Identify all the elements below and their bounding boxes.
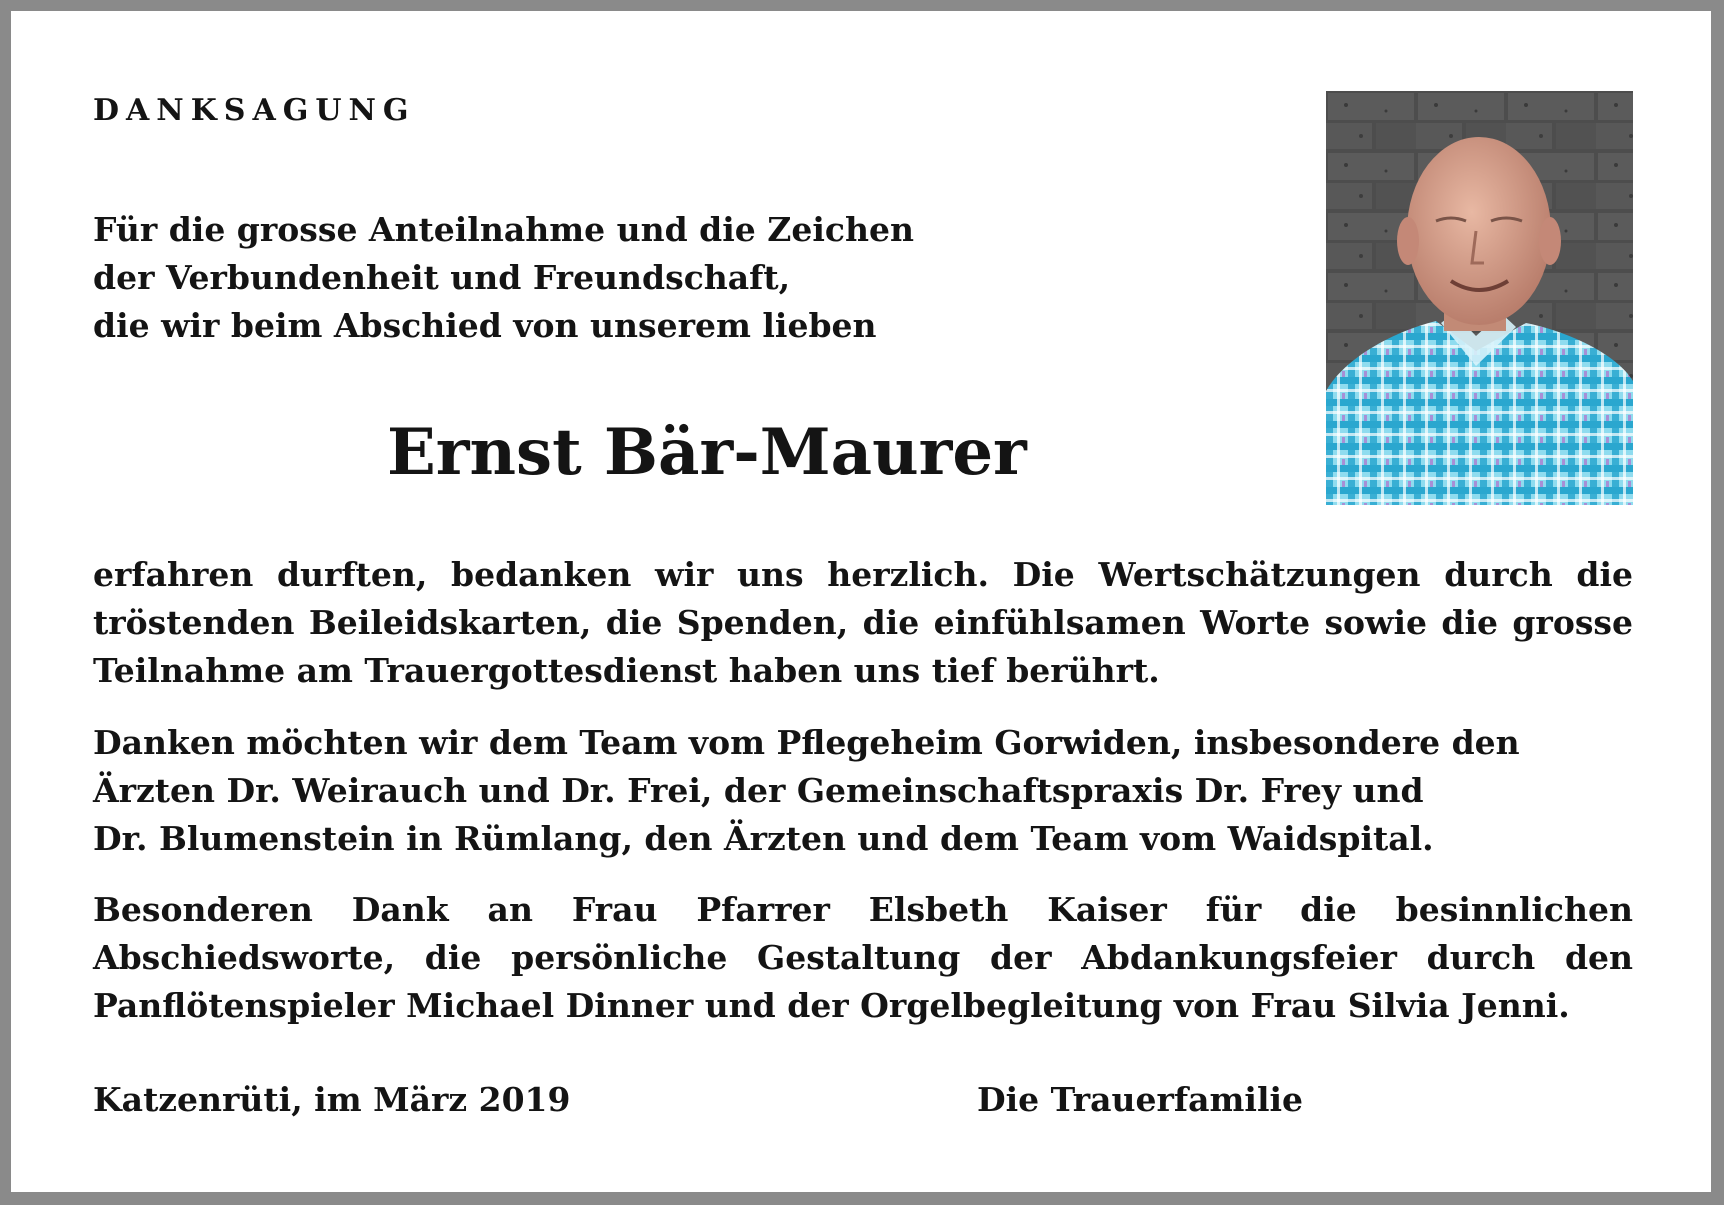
paragraph-service: Besonderen Dank an Frau Pfarrer Elsbeth Kaiser für die besinnlichen Abschiedsworte, die persönliche Gestaltung der Abdankungsfeier durch den Panflötenspieler Michael Dinner und der Orgelbegleitung von Frau Silvia Jenni. — [93, 890, 1633, 1025]
intro-line: Für die grosse Anteilnahme und die Zeichen — [93, 210, 914, 249]
intro-text — [93, 206, 914, 350]
intro-line: der Verbundenheit und Freundschaft, — [93, 258, 791, 297]
paragraph-thanks: erfahren durften, bedanken wir uns herzlich. Die Wertschätzungen durch die tröstenden Beileidskarten, die Spenden, die einfühlsamen Worte sowie die grosse Teilnahme am Trauergottesdienst haben uns tief berührt. — [93, 555, 1633, 690]
paragraph-line: Dr. Blumenstein in Rümlang, den Ärzten und dem Team vom Waidspital. — [93, 819, 1434, 858]
place-date: Katzenrüti, im März 2019 — [93, 1080, 571, 1119]
portrait-photo — [1326, 91, 1633, 505]
paragraph-line: Ärzten Dr. Weirauch und Dr. Frei, der Gemeinschaftspraxis Dr. Frey und — [93, 771, 1424, 810]
paragraph-doctors — [93, 719, 1633, 863]
intro-line: die wir beim Abschied von unserem lieben — [93, 306, 877, 345]
paragraph-line: Danken möchten wir dem Team vom Pflegeheim Gorwiden, insbesondere den — [93, 723, 1520, 762]
signature: Die Trauerfamilie — [977, 1080, 1304, 1119]
deceased-name: Ernst Bär-Maurer — [387, 415, 1027, 490]
obituary-card — [11, 11, 1711, 1192]
heading: DANKSAGUNG — [93, 93, 416, 128]
